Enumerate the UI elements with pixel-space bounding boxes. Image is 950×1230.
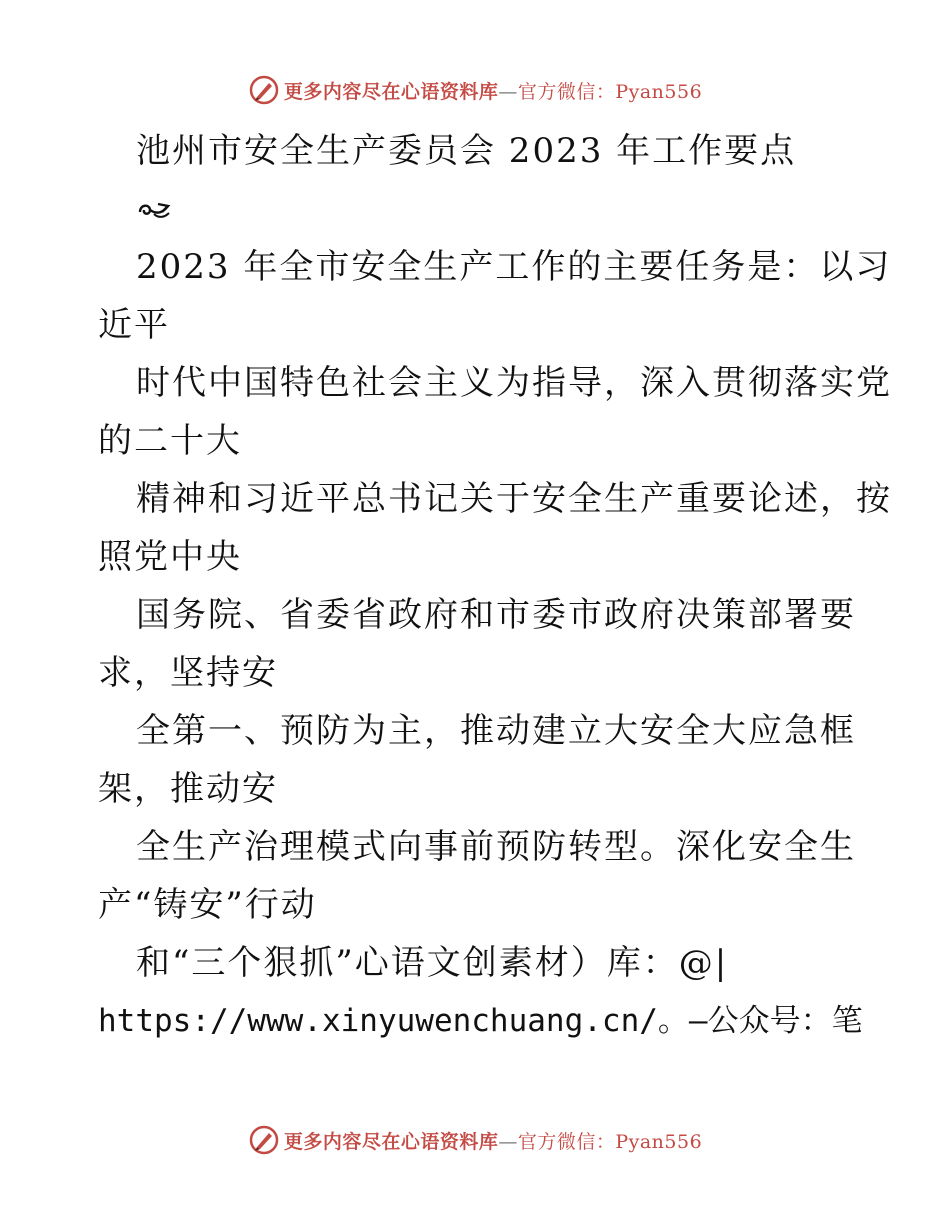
paragraph-line: 全生产治理模式向事前预防转型。深化安全生 xyxy=(136,827,856,867)
document-body xyxy=(98,122,892,1050)
paragraph-line-url: https://www.xinyuwenchuang.cn/。—公众号：笔 xyxy=(98,1003,863,1039)
paragraph-line: 精神和习近平总书记关于安全生产重要论述，按 xyxy=(136,479,892,519)
watermark-separator: — xyxy=(498,80,518,103)
paragraph-line: 照党中央 xyxy=(98,537,242,577)
watermark-text xyxy=(284,77,702,104)
ornament-divider xyxy=(98,180,858,238)
paragraph-line: 国务院、省委省政府和市委市政府决策部署要 xyxy=(136,595,856,635)
pen-logo-icon xyxy=(248,74,280,106)
paragraph-line: 产“铸安”行动 xyxy=(98,885,317,925)
header-watermark-banner xyxy=(0,70,950,110)
watermark-wechat-text: 官方微信：Pyan556 xyxy=(517,80,703,103)
paragraph-line: 2023 年全市安全生产工作的主要任务是：以习 xyxy=(136,247,892,287)
footer-watermark-banner xyxy=(0,1120,950,1160)
paragraph-line: 和“三个狠抓”心语文创素材）库：@| xyxy=(136,943,729,983)
paragraph-line: 全第一、预防为主，推动建立大安全大应急框 xyxy=(136,711,856,751)
document-title: 池州市安全生产委员会 2023 年工作要点 xyxy=(136,131,797,171)
flourish-ornament-icon xyxy=(136,198,172,220)
paragraph-line: 架，推动安 xyxy=(98,769,278,809)
paragraph-line: 的二十大 xyxy=(98,421,242,461)
watermark-main-text: 更多内容尽在心语资料库 xyxy=(283,80,499,103)
paragraph-line: 时代中国特色社会主义为指导，深入贯彻落实党 xyxy=(136,363,892,403)
paragraph-line: 近平 xyxy=(98,305,170,345)
paragraph-line: 求，坚持安 xyxy=(98,653,278,693)
pen-logo-icon xyxy=(248,1124,280,1156)
watermark-text xyxy=(284,1127,702,1154)
watermark-wechat-text: 官方微信：Pyan556 xyxy=(517,1130,703,1153)
watermark-separator: — xyxy=(498,1130,518,1153)
watermark-main-text: 更多内容尽在心语资料库 xyxy=(283,1130,499,1153)
